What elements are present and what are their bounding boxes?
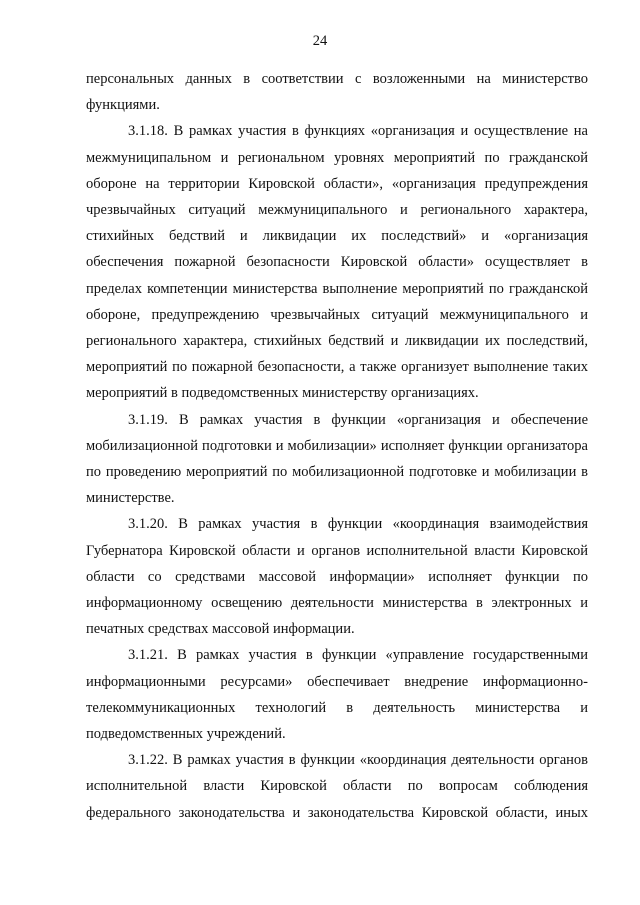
page-number: 24 bbox=[312, 33, 328, 49]
paragraph-3-1-19: 3.1.19. В рамках участия в функции «организация и обеспечение мобилизационной подготовки и мобилизации» исполняет функции организатора по проведению мероприятий по мобилизационной подготовке и мобилизации в министерстве. bbox=[86, 411, 588, 507]
paragraph-3-1-20: 3.1.20. В рамках участия в функции «координация взаимодействия Губернатора Кировской области и органов исполнительной власти Кировской области со средствами массовой информации» исполняет функции по информационному освещению деятельности министерства в электронных и печатных средствах массовой информации. bbox=[86, 516, 588, 638]
document-body bbox=[86, 66, 588, 826]
paragraph-3-1-21: 3.1.21. В рамках участия в функции «управление государственными информационными ресурсами» обеспечивает внедрение информационно-телекоммуникационных технологий в деятельность министерства и подведомственных учреждений. bbox=[86, 647, 588, 743]
paragraph-3-1-22: 3.1.22. В рамках участия в функции «координация деятельности органов исполнительной власти Кировской области по вопросам соблюдения федерального законодательства и законодательства Кировской области, иных bbox=[86, 752, 588, 821]
paragraph-continuation: персональных данных в соответствии с возложенными на министерство функциями. bbox=[86, 71, 588, 114]
paragraph-3-1-18: 3.1.18. В рамках участия в функциях «организация и осуществление на межмуниципальном и региональном уровнях мероприятий по гражданской обороне на территории Кировской области», «организация предупреждения чрезвычайных ситуаций межмуниципального и регионального характера, стихийных бедствий и ликвидации их последствий» и «организация обеспечения пожарной безопасности Кировской области» осуществляет в пределах компетенции министерства выполнение мероприятий по гражданской обороне, предупреждению чрезвычайных ситуаций межмуниципального и регионального характера, стихийных бедствий и ликвидации их последствий, мероприятий по пожарной безопасности, а также организует выполнение таких мероприятий в подведомственных министерству организациях. bbox=[86, 123, 588, 402]
